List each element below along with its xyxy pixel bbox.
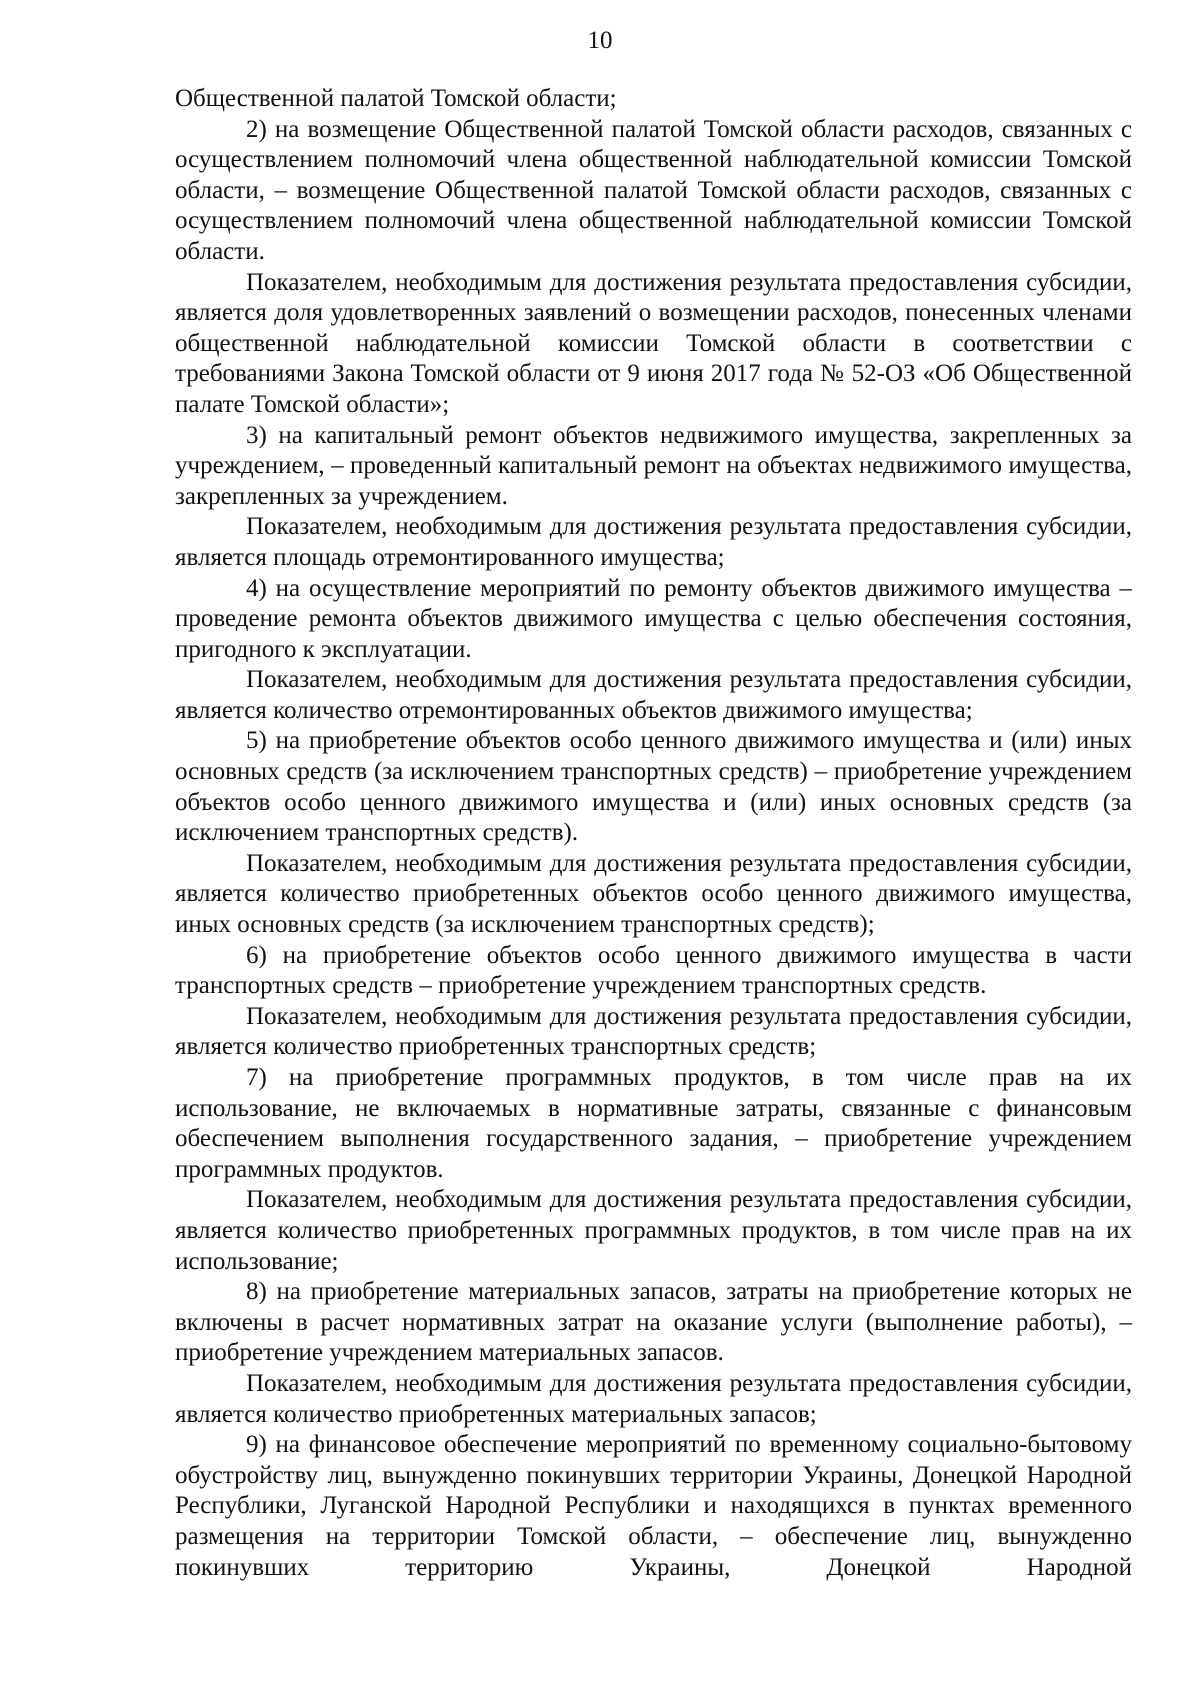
paragraph-indicator-8: Показателем, необходимым для достижения результата предоставления субсидии, является количество приобретенных материальных запасов; xyxy=(175,1369,1132,1428)
paragraph-item-8: 8) на приобретение материальных запасов, затраты на приобретение которых не включены в расчет нормативных затрат на оказание услуги (выполнение работы), – приобретение учреждением материальных запасов. xyxy=(175,1278,1132,1367)
paragraph-item-3: 3) на капитальный ремонт объектов недвижимого имущества, закрепленных за учреждением, – проведенный капитальный ремонт на объектах недвижимого имущества, закрепленных за учреждением. xyxy=(175,421,1132,510)
paragraph-indicator-6: Показателем, необходимым для достижения результата предоставления субсидии, является количество приобретенных транспортных средств; xyxy=(175,1002,1132,1061)
paragraph-indicator-4: Показателем, необходимым для достижения результата предоставления субсидии, является количество отремонтированных объектов движимого имущества; xyxy=(175,666,1132,724)
paragraph-continuation: Общественной палатой Томской области; xyxy=(175,85,617,112)
paragraph-indicator-3: Показателем, необходимым для достижения результата предоставления субсидии, является площадь отремонтированного имущества; xyxy=(175,513,1132,571)
paragraph-item-9: 9) на финансовое обеспечение мероприятий по временному социально-бытовому обустройству лиц, вынужденно покинувших территории Украины, Донецкой Народной Республики, Луганской Народной Республики и находящихся в пунктах временного размещения на территории Томской области, – обеспечение лиц, вынужденно покинувших территорию Украины, Донецкой Народной xyxy=(175,1431,1132,1581)
paragraph-item-2: 2) на возмещение Общественной палатой Томской области расходов, связанных с осуществлением полномочий члена общественной наблюдательной комиссии Томской области, – возмещение Общественной палатой Томской области расходов, связанных с осуществлением полномочий члена общественной наблюдательной комиссии Томской области. xyxy=(175,115,1132,265)
paragraph-indicator-2: Показателем, необходимым для достижения результата предоставления субсидии, является доля удовлетворенных заявлений о возмещении расходов, понесенных членами общественной наблюдательной комиссии Томской области в соответствии с требованиями Закона Томской области от 9 июня 2017 года № 52-ОЗ «Об Общественной палате Томской области»; xyxy=(175,268,1132,418)
paragraph-item-4: 4) на осуществление мероприятий по ремонту объектов движимого имущества – проведение ремонта объектов движимого имущества с целью обеспечения состояния, пригодного к эксплуатации. xyxy=(175,574,1132,663)
paragraph-item-6: 6) на приобретение объектов особо ценного движимого имущества в части транспортных средств – приобретение учреждением транспортных средств. xyxy=(175,941,1132,1000)
paragraph-indicator-5: Показателем, необходимым для достижения результата предоставления субсидии, является количество приобретенных объектов особо ценного движимого имущества, иных основных средств (за исключением транспортных средств); xyxy=(175,849,1132,939)
page-number: 10 xyxy=(587,27,613,54)
paragraph-item-5: 5) на приобретение объектов особо ценного движимого имущества и (или) иных основных средств (за исключением транспортных средств) – приобретение учреждением объектов особо ценного движимого имущества и (или) иных основных средств (за исключением транспортных средств). xyxy=(175,727,1132,847)
document-body xyxy=(175,84,1132,1583)
paragraph-item-7: 7) на приобретение программных продуктов, в том числе прав на их использование, не включаемых в нормативные затраты, связанные с финансовым обеспечением выполнения государственного задания, – приобретение учреждением программных продуктов. xyxy=(175,1064,1132,1183)
paragraph-indicator-7: Показателем, необходимым для достижения результата предоставления субсидии, является количество приобретенных программных продуктов, в том числе прав на их использование; xyxy=(175,1186,1132,1275)
